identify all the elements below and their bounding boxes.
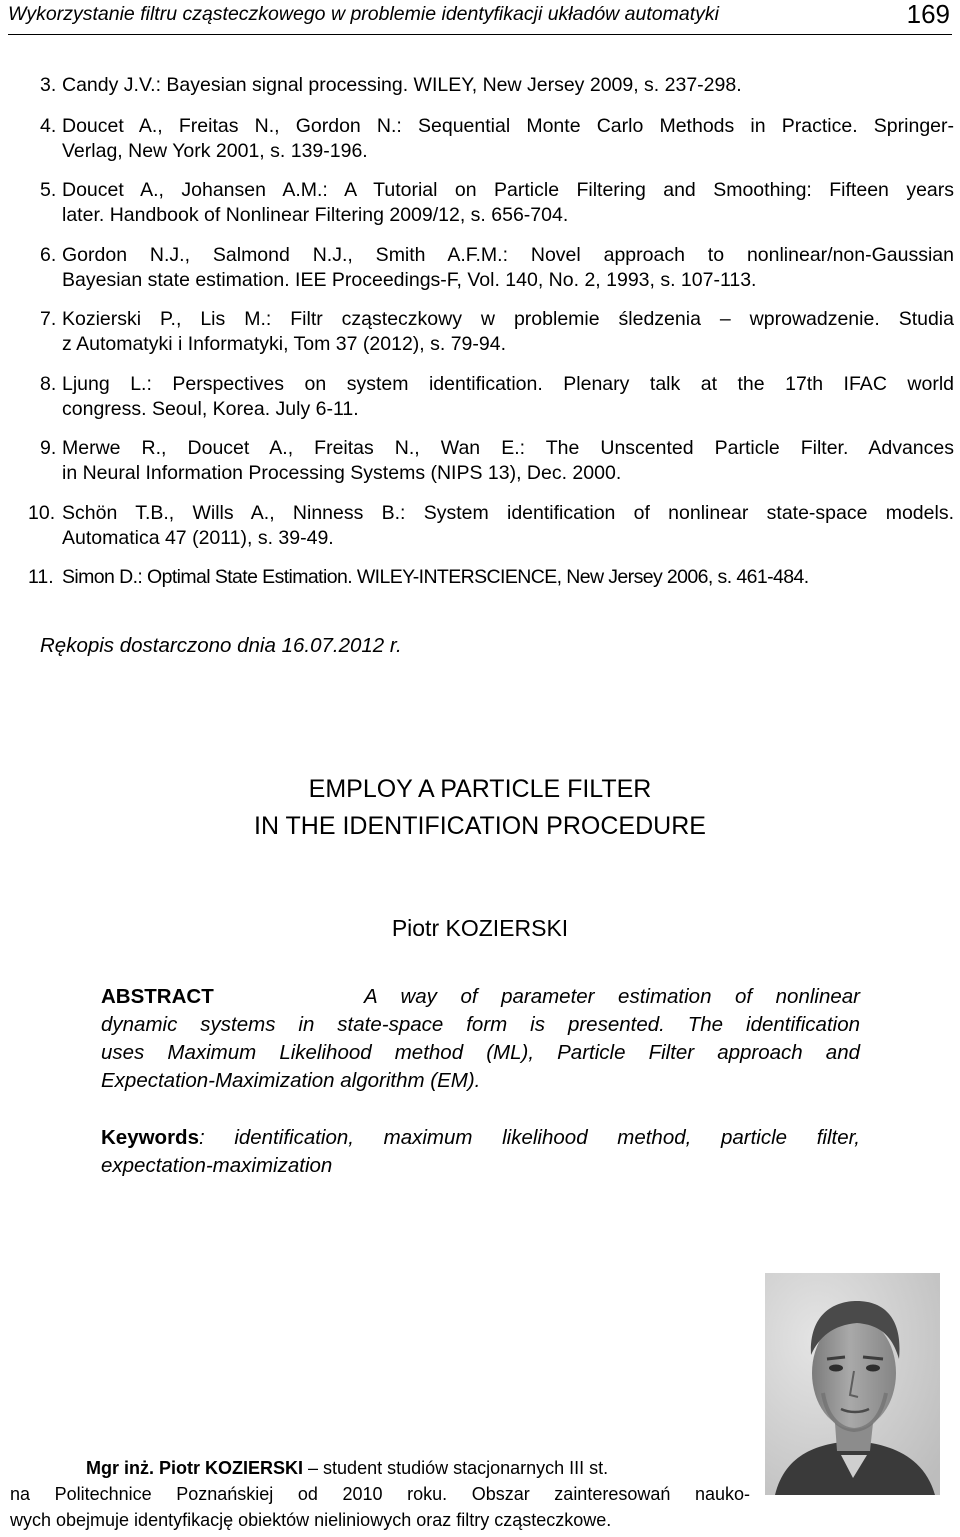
abstract-text: Expectation-Maximization algorithm (EM). [101, 1069, 481, 1092]
reference-text: later. Handbook of Nonlinear Filtering 2009/12, s. 656-704. [62, 204, 569, 226]
keywords-text: expectation-maximization [101, 1154, 333, 1177]
author-photo [765, 1273, 940, 1495]
reference-number: 10. [28, 502, 56, 524]
reference-text: Gordon N.J., Salmond N.J., Smith A.F.M.: Novel approach to nonlinear/non-Gaussian [62, 244, 954, 266]
reference-number: 6. [40, 244, 57, 266]
reference-text: Simon D.: Optimal State Estimation. WILEY-INTERSCIENCE, New Jersey 2006, s. 461-484. [62, 566, 809, 588]
reference-text: Candy J.V.: Bayesian signal processing. WILEY, New Jersey 2009, s. 237-298. [62, 74, 742, 96]
author-bio-line-3: wych obejmuje identyfikację obiektów nieliniowych oraz filtry cząsteczkowe. [10, 1510, 612, 1530]
abstract-label: ABSTRACT [101, 985, 214, 1008]
reference-number: 3. [40, 74, 57, 96]
reference-number: 7. [40, 308, 57, 330]
paper-title-line-2: IN THE IDENTIFICATION PROCEDURE [254, 812, 706, 840]
reference-number: 11. [28, 566, 54, 588]
received-date: Rękopis dostarczono dnia 16.07.2012 r. [40, 634, 402, 657]
reference-number: 8. [40, 373, 57, 395]
bio-text: – student studiów stacjonarnych III st. [308, 1458, 609, 1478]
page-number: 169 [906, 0, 950, 29]
reference-text: Kozierski P., Lis M.: Filtr cząsteczkowy w problemie śledzenia – wprowadzenie. Studia [62, 308, 954, 330]
keywords-text: : identification, maximum likelihood method, particle filter, [198, 1126, 860, 1149]
abstract-text: A way of parameter estimation of nonlinear [364, 985, 860, 1008]
reference-text: Verlag, New York 2001, s. 139-196. [62, 140, 368, 162]
reference-number: 5. [40, 179, 57, 201]
reference-text: Schön T.B., Wills A., Ninness B.: System identification of nonlinear state-space models. [62, 502, 954, 524]
abstract-text: dynamic systems in state-space form is presented. The identification [101, 1013, 860, 1036]
reference-number: 4. [40, 115, 57, 137]
bio-name: Mgr inż. Piotr KOZIERSKI [86, 1458, 304, 1478]
reference-text: Doucet A., Johansen A.M.: A Tutorial on Particle Filtering and Smoothing: Fifteen years [62, 179, 954, 201]
author-bio-line-2: na Politechnice Poznańskiej od 2010 roku. Obszar zainteresowań nauko- [10, 1484, 750, 1504]
reference-text: congress. Seoul, Korea. July 6-11. [62, 398, 359, 420]
reference-text: Automatica 47 (2011), s. 39-49. [62, 527, 334, 549]
reference-text: Bayesian state estimation. IEE Proceedings-F, Vol. 140, No. 2, 1993, s. 107-113. [62, 269, 757, 291]
reference-text: Doucet A., Freitas N., Gordon N.: Sequential Monte Carlo Methods in Practice. Springer- [62, 115, 954, 137]
reference-text: z Automatyki i Informatyki, Tom 37 (2012), s. 79-94. [62, 333, 506, 355]
paper-title-line-1: EMPLOY A PARTICLE FILTER [308, 775, 652, 803]
keywords-line-1 [101, 1126, 860, 1150]
running-header [8, 0, 952, 35]
keywords-label: Keywords [101, 1126, 199, 1149]
abstract-text: uses Maximum Likelihood method (ML), Particle Filter approach and [101, 1041, 860, 1064]
reference-text: Merwe R., Doucet A., Freitas N., Wan E.: The Unscented Particle Filter. Advances [62, 437, 954, 459]
abstract-line-1 [101, 985, 860, 1009]
reference-text: Ljung L.: Perspectives on system identification. Plenary talk at the 17th IFAC world [62, 373, 954, 395]
reference-text: in Neural Information Processing Systems (NIPS 13), Dec. 2000. [62, 462, 622, 484]
running-title: Wykorzystanie filtru cząsteczkowego w problemie identyfikacji układów automatyki [8, 3, 719, 25]
author-bio-line-1 [86, 1458, 608, 1479]
reference-number: 9. [40, 437, 57, 459]
author-name: Piotr KOZIERSKI [391, 915, 569, 941]
